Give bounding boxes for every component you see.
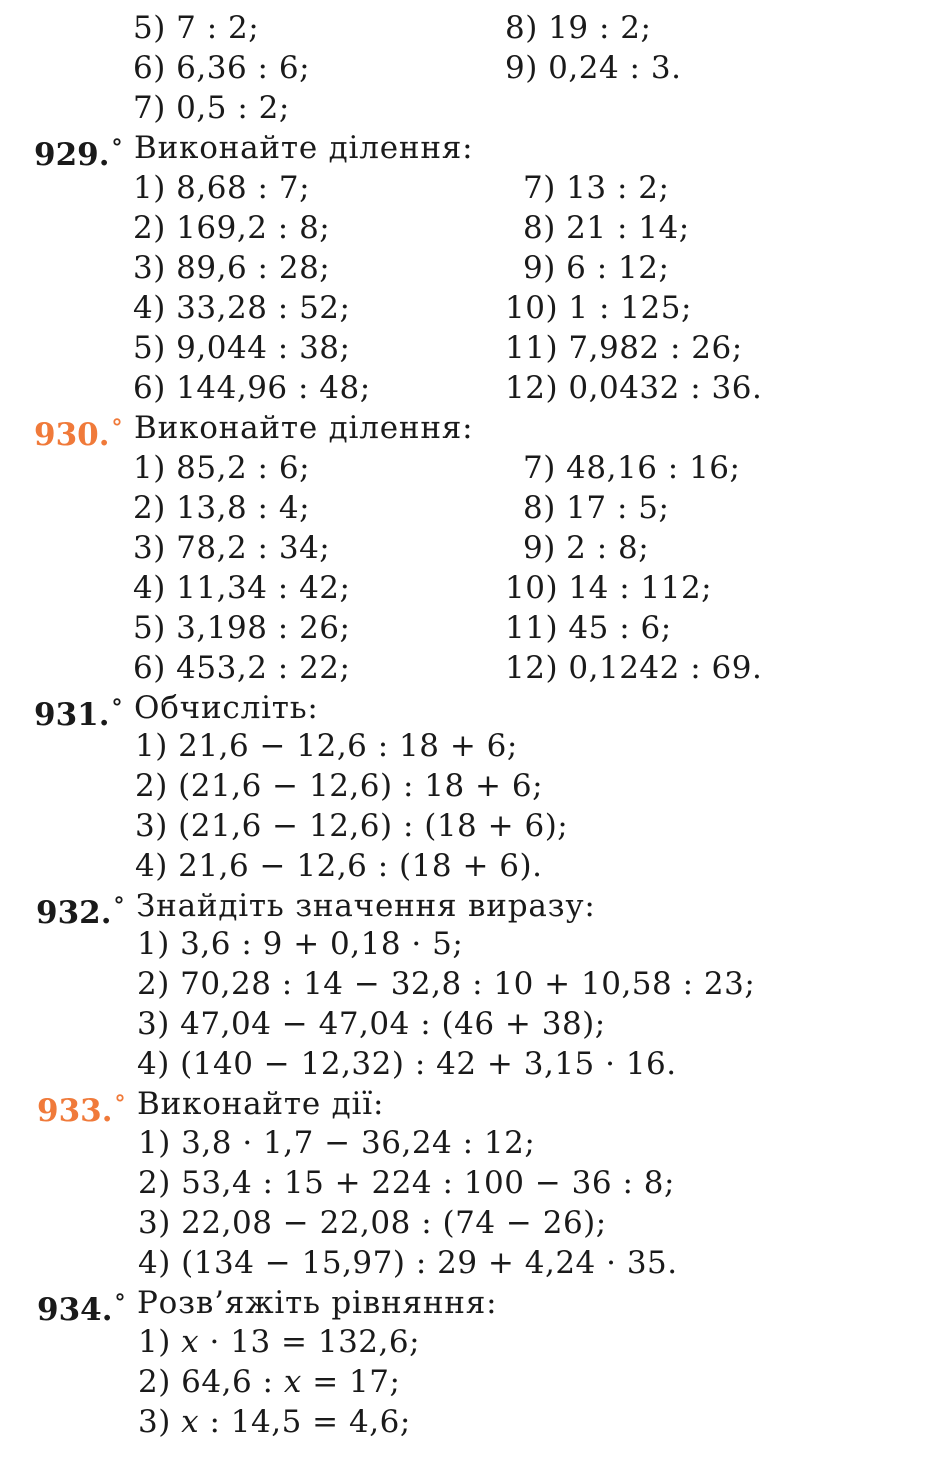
problem-932-number: 932.°: [36, 893, 125, 931]
problem-930-item-8: 8) 17 : 5;: [523, 490, 670, 526]
problem-933-item-2: 2) 53,4 : 15 + 224 : 100 − 36 : 8;: [138, 1165, 675, 1201]
problem-930-item-11: 11) 45 : 6;: [505, 610, 672, 646]
problem-930-item-2: 2) 13,8 : 4;: [133, 490, 311, 526]
problem-929-item-3: 3) 89,6 : 28;: [133, 250, 331, 286]
problem-930-item-1: 1) 85,2 : 6;: [133, 450, 311, 486]
problem-929-item-1: 1) 8,68 : 7;: [133, 170, 311, 206]
problem-930-item-12: 12) 0,1242 : 69.: [505, 650, 763, 686]
problem-934-number: 934.°: [37, 1290, 126, 1328]
problem-931-heading: Обчисліть:: [134, 690, 319, 726]
problem-932-heading: Знайдіть значення виразу:: [136, 888, 596, 924]
problem-932-item-2: 2) 70,28 : 14 − 32,8 : 10 + 10,58 : 23;: [137, 966, 756, 1002]
problem-934-item-2: 2) 64,6 : x = 17;: [138, 1364, 401, 1400]
problem-934-heading: Розв’яжіть рівняння:: [137, 1285, 498, 1321]
problem-932-item-1: 1) 3,6 : 9 + 0,18 · 5;: [137, 926, 464, 962]
problem-930-item-10: 10) 14 : 112;: [505, 570, 713, 606]
problem-929-item-5: 5) 9,044 : 38;: [133, 330, 351, 366]
problem-929-item-8: 8) 21 : 14;: [523, 210, 690, 246]
problem-929-item-11: 11) 7,982 : 26;: [505, 330, 743, 366]
prev-item-8: 8) 19 : 2;: [505, 10, 652, 46]
prev-item-7: 7) 0,5 : 2;: [133, 90, 290, 126]
prev-item-9: 9) 0,24 : 3.: [505, 50, 682, 86]
problem-933-item-3: 3) 22,08 − 22,08 : (74 − 26);: [138, 1205, 607, 1241]
problem-933-item-4: 4) (134 − 15,97) : 29 + 4,24 · 35.: [138, 1245, 678, 1281]
problem-929-item-6: 6) 144,96 : 48;: [133, 370, 371, 406]
prev-item-5: 5) 7 : 2;: [133, 10, 260, 46]
problem-930-heading: Виконайте ділення:: [134, 410, 474, 446]
problem-929-heading: Виконайте ділення:: [134, 130, 474, 166]
problem-929-item-7: 7) 13 : 2;: [523, 170, 670, 206]
problem-929-item-4: 4) 33,28 : 52;: [133, 290, 351, 326]
problem-929-item-2: 2) 169,2 : 8;: [133, 210, 331, 246]
problem-934-item-1: 1) x · 13 = 132,6;: [138, 1324, 421, 1360]
problem-931-number: 931.°: [34, 695, 123, 733]
problem-931-item-4: 4) 21,6 − 12,6 : (18 + 6).: [135, 848, 543, 884]
problem-934-item-3: 3) x : 14,5 = 4,6;: [138, 1404, 411, 1440]
problem-929-item-12: 12) 0,0432 : 36.: [505, 370, 763, 406]
problem-932-item-4: 4) (140 − 12,32) : 42 + 3,15 · 16.: [137, 1046, 677, 1082]
problem-933-item-1: 1) 3,8 · 1,7 − 36,24 : 12;: [138, 1125, 536, 1161]
problem-930-item-6: 6) 453,2 : 22;: [133, 650, 351, 686]
problem-930-number: 930.°: [34, 415, 123, 453]
problem-931-item-3: 3) (21,6 − 12,6) : (18 + 6);: [135, 808, 569, 844]
problem-930-item-3: 3) 78,2 : 34;: [133, 530, 331, 566]
problem-933-number: 933.°: [37, 1091, 126, 1129]
problem-933-heading: Виконайте дії:: [137, 1086, 385, 1122]
problem-932-item-3: 3) 47,04 − 47,04 : (46 + 38);: [137, 1006, 606, 1042]
problem-930-item-5: 5) 3,198 : 26;: [133, 610, 351, 646]
prev-item-6: 6) 6,36 : 6;: [133, 50, 311, 86]
problem-931-item-2: 2) (21,6 − 12,6) : 18 + 6;: [135, 768, 544, 804]
problem-929-item-10: 10) 1 : 125;: [505, 290, 692, 326]
problem-930-item-4: 4) 11,34 : 42;: [133, 570, 351, 606]
problem-931-item-1: 1) 21,6 − 12,6 : 18 + 6;: [135, 728, 518, 764]
problem-929-number: 929.°: [34, 135, 123, 173]
problem-929-item-9: 9) 6 : 12;: [523, 250, 670, 286]
problem-930-item-9: 9) 2 : 8;: [523, 530, 650, 566]
problem-930-item-7: 7) 48,16 : 16;: [523, 450, 741, 486]
